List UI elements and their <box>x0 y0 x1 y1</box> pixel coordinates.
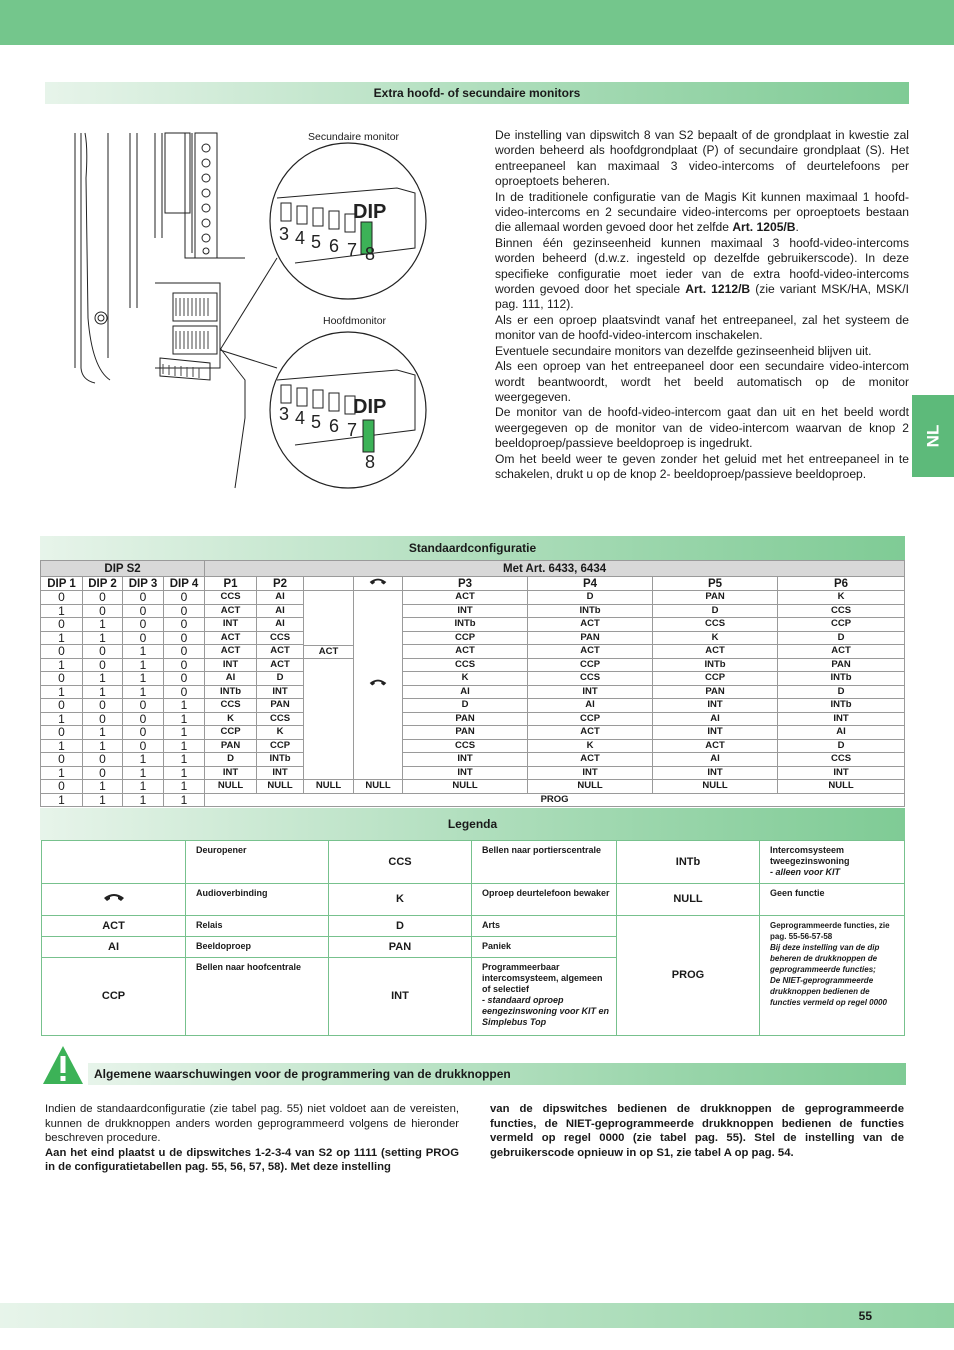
p2-value: ACT <box>257 658 304 672</box>
dip-value: 1 <box>83 631 123 645</box>
act-label: ACT <box>304 645 353 659</box>
legend-code: NULL <box>617 884 760 916</box>
p3-value: CCP <box>403 631 528 645</box>
legend-desc: Deuropener <box>186 841 329 884</box>
config-row <box>41 726 905 740</box>
p1-value: PAN <box>205 739 257 753</box>
svg-text:3: 3 <box>279 404 290 424</box>
legend-code: INT <box>329 958 472 1036</box>
p5-value: INTb <box>653 658 778 672</box>
warning-icon <box>42 1044 84 1086</box>
p5-value: INT <box>653 726 778 740</box>
dip-value: 1 <box>164 699 205 713</box>
dip-value: 1 <box>83 780 123 794</box>
legend-desc: Oproep deurtelefoon bewaker <box>472 884 617 916</box>
dip-value: 0 <box>41 645 83 659</box>
section-title-standard-config: Standaardconfiguratie <box>40 536 905 560</box>
act-column <box>304 591 354 780</box>
intro-p1: De instelling van dipswitch 8 van S2 bepaalt of de grondplaat in kwestie zal worden beheerd als hoofdgrondplaat (P) of secundaire grondplaat (S). Het entreepaneel kan maximaal 3 video-intercoms of deurtelefoons per oproeptoets beheren. <box>495 128 909 189</box>
p4-value: NULL <box>528 780 653 794</box>
dip-value: 1 <box>83 618 123 632</box>
p6-value: CCS <box>778 604 905 618</box>
phone-handset-icon <box>103 892 125 904</box>
footer-bar <box>0 1303 954 1328</box>
p1-value: ACT <box>205 631 257 645</box>
p4-value: AI <box>528 699 653 713</box>
p1-value: ACT <box>205 604 257 618</box>
legend-desc: Audioverbinding <box>186 884 329 916</box>
section-title-legend: Legenda <box>40 808 905 840</box>
config-row <box>41 699 905 713</box>
p6-value: ACT <box>778 645 905 659</box>
svg-text:7: 7 <box>347 420 358 440</box>
p6-value: K <box>778 591 905 605</box>
label-secondary-monitor: Secundaire monitor <box>308 131 400 143</box>
config-row <box>41 591 905 605</box>
p5-value: K <box>653 631 778 645</box>
dip-value: 1 <box>123 793 164 807</box>
svg-text:5: 5 <box>311 412 322 432</box>
intro-p8: Om het beeld weer te geven zonder het geluid met het entreepaneel in te schakelen, drukt u op de knop 2- beeldoproep/passieve beeldoproep. <box>495 451 909 481</box>
dip-value: 1 <box>83 793 123 807</box>
p1-value: NULL <box>205 780 257 794</box>
legend-code: AI <box>42 937 186 958</box>
dip-value: 1 <box>123 753 164 767</box>
config-row <box>41 658 905 672</box>
p1-value: CCS <box>205 591 257 605</box>
p4-value: ACT <box>528 618 653 632</box>
legend-code: CCP <box>42 958 186 1036</box>
svg-text:7: 7 <box>347 240 358 260</box>
dip-value: 0 <box>164 604 205 618</box>
dip-value: 0 <box>41 672 83 686</box>
p6-value: INT <box>778 712 905 726</box>
dip-value: 0 <box>164 645 205 659</box>
p4-value: K <box>528 739 653 753</box>
dip-value: 0 <box>164 618 205 632</box>
p6-value: AI <box>778 726 905 740</box>
secondary-monitor-callout <box>270 143 426 299</box>
configuration-table <box>40 560 905 807</box>
p1-value: INT <box>205 658 257 672</box>
p5-value: ACT <box>653 645 778 659</box>
p2-value: INTb <box>257 753 304 767</box>
p2-value: INT <box>257 766 304 780</box>
legend-desc: Beeldoproep <box>186 937 329 958</box>
section-title-warnings: Algemene waarschuwingen voor de programmering van de drukknoppen <box>88 1063 906 1085</box>
p2-value: CCS <box>257 631 304 645</box>
p5-value: PAN <box>653 685 778 699</box>
p2-value: AI <box>257 604 304 618</box>
dip-value: 0 <box>164 685 205 699</box>
legend-desc: Intercomsysteem tweegezinswoning - alleen voor KIT <box>760 841 905 884</box>
column-header: DIP 1 <box>41 577 83 591</box>
legend-desc: Programmeerbaar intercomsysteem, algemeen of selectief - standaard oproep eengezinswoning voor KIT en Simplebus Top <box>472 958 617 1036</box>
legend-handset-icon <box>42 884 186 916</box>
p5-value: CCP <box>653 672 778 686</box>
column-header: P3 <box>403 577 528 591</box>
dip-value: 1 <box>164 753 205 767</box>
config-row <box>41 618 905 632</box>
svg-text:3: 3 <box>279 224 290 244</box>
p2-value: INT <box>257 685 304 699</box>
prog-cell: PROG <box>205 793 905 807</box>
terminal-holes <box>202 144 210 254</box>
intro-p5: Eventuele secundaire monitors van dezelfde gezinseenheid blijven uit. <box>495 343 872 358</box>
svg-text:4: 4 <box>295 408 306 428</box>
p1-value: CCP <box>205 726 257 740</box>
dip-label-top: DIP <box>353 201 387 223</box>
legend-code: D <box>329 916 472 937</box>
config-row <box>41 631 905 645</box>
dip-value: 0 <box>41 780 83 794</box>
p1-value: K <box>205 712 257 726</box>
p5-value: D <box>653 604 778 618</box>
dip-s2-header: DIP S2 <box>41 561 205 577</box>
config-row <box>41 780 905 794</box>
handset-column <box>354 591 403 780</box>
column-header: DIP 4 <box>164 577 205 591</box>
p3-value: AI <box>403 685 528 699</box>
intro-p7: De monitor van de hoofd-video-intercom gaat dan uit en het beeld wordt weergegeven op de monitor van de video-intercom waarvan de knop 2 beeldoproep/passieve beeldoproep is ingedrukt. <box>495 405 909 451</box>
dip-value: 0 <box>41 591 83 605</box>
dip-value: 1 <box>41 685 83 699</box>
config-row <box>41 793 905 807</box>
dip-value: 0 <box>123 726 164 740</box>
column-header <box>354 577 403 591</box>
dip-value: 1 <box>164 739 205 753</box>
p2-value: AI <box>257 591 304 605</box>
dip-value: 1 <box>41 766 83 780</box>
p6-value: D <box>778 685 905 699</box>
p3-value: CCS <box>403 658 528 672</box>
dip-value: 0 <box>83 658 123 672</box>
phone-handset-icon <box>368 577 388 587</box>
language-tab: NL <box>912 395 954 477</box>
legend-desc: Bellen naar portierscentrale <box>472 841 617 884</box>
dip-value: 0 <box>41 753 83 767</box>
warning-text-column-2: van de dipswitches bedienen de drukknoppen de geprogrammeerde functies, de NIET-geprogrammeerde drukknoppen bedienen de functies vermeld op regel 0000 (zie tabel pag. 55). Stel de instelling van de gebruikerscode opnieuw in op S1, zie tabel A op pag. 54. <box>490 1103 904 1159</box>
config-row <box>41 739 905 753</box>
config-row <box>41 645 905 659</box>
p5-value: INT <box>653 766 778 780</box>
p6-value: CCP <box>778 618 905 632</box>
column-header: P1 <box>205 577 257 591</box>
dip-value: 1 <box>164 766 205 780</box>
dip-value: 1 <box>83 685 123 699</box>
config-row <box>41 672 905 686</box>
p6-value: D <box>778 739 905 753</box>
dip-value: 1 <box>123 672 164 686</box>
column-header: P5 <box>653 577 778 591</box>
p4-value: ACT <box>528 726 653 740</box>
dip-value: 1 <box>164 793 205 807</box>
dip-value: 0 <box>83 591 123 605</box>
warning-text-column-1: Indien de standaardconfiguratie (zie tabel pag. 55) niet voldoet aan de vereisten, kunnen de drukknoppen anders worden geprogrammeerd volgens de hieronder beschreven procedure. Aan het eind plaatst u de dipswitches 1-2-3-4 van S2 op 1111 (setting PROG in de configuratietabellen pag. 55, 56, 57, 58). Met deze instelling <box>45 1103 459 1174</box>
p2-value: ACT <box>257 645 304 659</box>
intro-p2: In de traditionele configuratie van de Magis Kit kunnen maximaal 1 hoofd-video-intercoms en 2 secundaire video-intercoms per oproeptoets bestaan die allemaal worden gevoed door het zelfde Art. 1205/B. <box>495 189 909 235</box>
config-row <box>41 604 905 618</box>
dip-value: 1 <box>83 739 123 753</box>
dip-value: 1 <box>123 685 164 699</box>
monitor-dip-figure <box>45 118 485 498</box>
dip-value: 1 <box>123 658 164 672</box>
p5-value: AI <box>653 712 778 726</box>
dip-value: 0 <box>83 712 123 726</box>
intro-p4: Als er een oproep plaatsvindt vanaf het entreepaneel, zal het systeem de monitor van de hoofd-video-intercom inschakelen. <box>495 312 909 343</box>
column-header: P4 <box>528 577 653 591</box>
null-value: NULL <box>304 780 354 794</box>
dip-value: 1 <box>41 739 83 753</box>
p6-value: PAN <box>778 658 905 672</box>
p4-value: INT <box>528 685 653 699</box>
p3-value: ACT <box>403 645 528 659</box>
dip-value: 1 <box>83 726 123 740</box>
p1-value: INTb <box>205 685 257 699</box>
dip-value: 0 <box>123 591 164 605</box>
svg-text:4: 4 <box>295 228 306 248</box>
legend-code: K <box>329 884 472 916</box>
legend-table <box>41 840 905 1036</box>
p4-value: ACT <box>528 753 653 767</box>
page-number: 55 <box>858 1308 872 1323</box>
legend-desc: Bellen naar hoofcentrale <box>186 958 329 1036</box>
dip-value: 0 <box>164 658 205 672</box>
dip-value: 0 <box>123 604 164 618</box>
intro-text <box>495 128 909 482</box>
p3-value: ACT <box>403 591 528 605</box>
null-value: NULL <box>354 780 403 794</box>
p4-value: INTb <box>528 604 653 618</box>
p5-value: CCS <box>653 618 778 632</box>
dip-value: 0 <box>123 618 164 632</box>
p5-value: NULL <box>653 780 778 794</box>
dip-value: 1 <box>123 780 164 794</box>
p3-value: INT <box>403 753 528 767</box>
p4-value: CCP <box>528 712 653 726</box>
p2-value: D <box>257 672 304 686</box>
dip-value: 0 <box>41 726 83 740</box>
legend-code: CCS <box>329 841 472 884</box>
art-header: Met Art. 6433, 6434 <box>205 561 905 577</box>
phone-handset-icon <box>368 678 388 688</box>
dip-value: 1 <box>164 726 205 740</box>
dip-value: 0 <box>164 631 205 645</box>
legend-desc: Arts <box>472 916 617 937</box>
legend-code: ACT <box>42 916 186 937</box>
p2-value: CCS <box>257 712 304 726</box>
dip-value: 0 <box>83 699 123 713</box>
p2-value: NULL <box>257 780 304 794</box>
dip-value: 0 <box>41 618 83 632</box>
p2-value: K <box>257 726 304 740</box>
p1-value: AI <box>205 672 257 686</box>
p6-value: CCS <box>778 753 905 767</box>
p4-value: ACT <box>528 645 653 659</box>
legend-door-icon <box>42 841 186 884</box>
p3-value: INT <box>403 766 528 780</box>
dip-value: 0 <box>83 645 123 659</box>
p3-value: K <box>403 672 528 686</box>
p6-value: INTb <box>778 672 905 686</box>
column-header: DIP 3 <box>123 577 164 591</box>
dip-value: 1 <box>164 712 205 726</box>
dip-value: 0 <box>83 753 123 767</box>
dip-value: 1 <box>41 793 83 807</box>
dip-value: 0 <box>123 712 164 726</box>
dip-value: 1 <box>41 712 83 726</box>
p4-value: PAN <box>528 631 653 645</box>
p1-value: INT <box>205 766 257 780</box>
config-row <box>41 712 905 726</box>
dip-value: 1 <box>123 766 164 780</box>
column-header <box>304 577 354 591</box>
svg-text:8: 8 <box>365 452 376 472</box>
p2-value: PAN <box>257 699 304 713</box>
dip-value: 0 <box>123 631 164 645</box>
p6-value: NULL <box>778 780 905 794</box>
p3-value: INT <box>403 604 528 618</box>
dip-value: 0 <box>83 766 123 780</box>
p1-value: CCS <box>205 699 257 713</box>
dip-value: 0 <box>41 699 83 713</box>
legend-code: PAN <box>329 937 472 958</box>
intro-p6: Als een oproep van het entreepaneel door een secundaire video-intercom wordt beantwoordt, wordt het beeld automatisch op de monitor weergegeven. <box>495 359 909 404</box>
dip-value: 1 <box>123 645 164 659</box>
main-monitor-callout <box>270 332 426 488</box>
label-main-monitor: Hoofdmonitor <box>323 315 387 327</box>
dip-value: 0 <box>164 591 205 605</box>
dip-value: 1 <box>83 672 123 686</box>
p5-value: PAN <box>653 591 778 605</box>
legend-desc: Geprogrammeerde functies, zie pag. 55-56-57-58 Bij deze instelling van de dip beheren de drukknoppen de geprogrammeerde functies; De NIET-geprogrammeerde drukknoppen bedienen de functies vermeld op regel 0000 <box>760 916 905 1036</box>
p6-value: D <box>778 631 905 645</box>
svg-text:6: 6 <box>329 236 340 256</box>
p5-value: ACT <box>653 739 778 753</box>
p5-value: INT <box>653 699 778 713</box>
dip-value: 1 <box>164 780 205 794</box>
legend-code: PROG <box>617 916 760 1036</box>
p3-value: CCS <box>403 739 528 753</box>
dip-value: 0 <box>83 604 123 618</box>
column-header: P2 <box>257 577 304 591</box>
legend-desc: Relais <box>186 916 329 937</box>
p4-value: D <box>528 591 653 605</box>
section-title-extra-monitors: Extra hoofd- of secundaire monitors <box>45 82 909 104</box>
p5-value: AI <box>653 753 778 767</box>
config-row <box>41 766 905 780</box>
svg-text:6: 6 <box>329 416 340 436</box>
p1-value: ACT <box>205 645 257 659</box>
dip-value: 0 <box>123 739 164 753</box>
dip-value: 0 <box>123 699 164 713</box>
config-row <box>41 685 905 699</box>
dip-value: 1 <box>41 631 83 645</box>
config-row <box>41 753 905 767</box>
legend-desc: Geen functie <box>760 884 905 916</box>
p3-value: NULL <box>403 780 528 794</box>
p6-value: INT <box>778 766 905 780</box>
p3-value: D <box>403 699 528 713</box>
p2-value: CCP <box>257 739 304 753</box>
dip-value: 0 <box>164 672 205 686</box>
p3-value: INTb <box>403 618 528 632</box>
legend-desc: Paniek <box>472 937 617 958</box>
svg-text:5: 5 <box>311 232 322 252</box>
p3-value: PAN <box>403 712 528 726</box>
intro-p3: Binnen één gezinseenheid kunnen maximaal 3 hoofd-video-intercoms worden beheerd (d.w.z. ingesteld op dezelfde gebruikerscode). In deze specifieke configuratie moet ieder van de extra hoofd-video-intercoms worden gevoed door het speciale Art. 1212/B (zie variant MSK/HA, MSK/I pag. 111, 112). <box>495 235 910 312</box>
column-header: P6 <box>778 577 905 591</box>
p6-value: INTb <box>778 699 905 713</box>
p3-value: PAN <box>403 726 528 740</box>
svg-text:8: 8 <box>365 244 376 264</box>
p1-value: D <box>205 753 257 767</box>
legend-code: INTb <box>617 841 760 884</box>
dip-label-bottom: DIP <box>353 396 387 418</box>
p4-value: INT <box>528 766 653 780</box>
monitor-drawing <box>45 118 485 498</box>
column-header: DIP 2 <box>83 577 123 591</box>
p1-value: INT <box>205 618 257 632</box>
dip-value: 1 <box>41 658 83 672</box>
dip-value: 1 <box>41 604 83 618</box>
p4-value: CCP <box>528 658 653 672</box>
top-color-bar <box>0 0 954 45</box>
p2-value: AI <box>257 618 304 632</box>
p4-value: CCS <box>528 672 653 686</box>
